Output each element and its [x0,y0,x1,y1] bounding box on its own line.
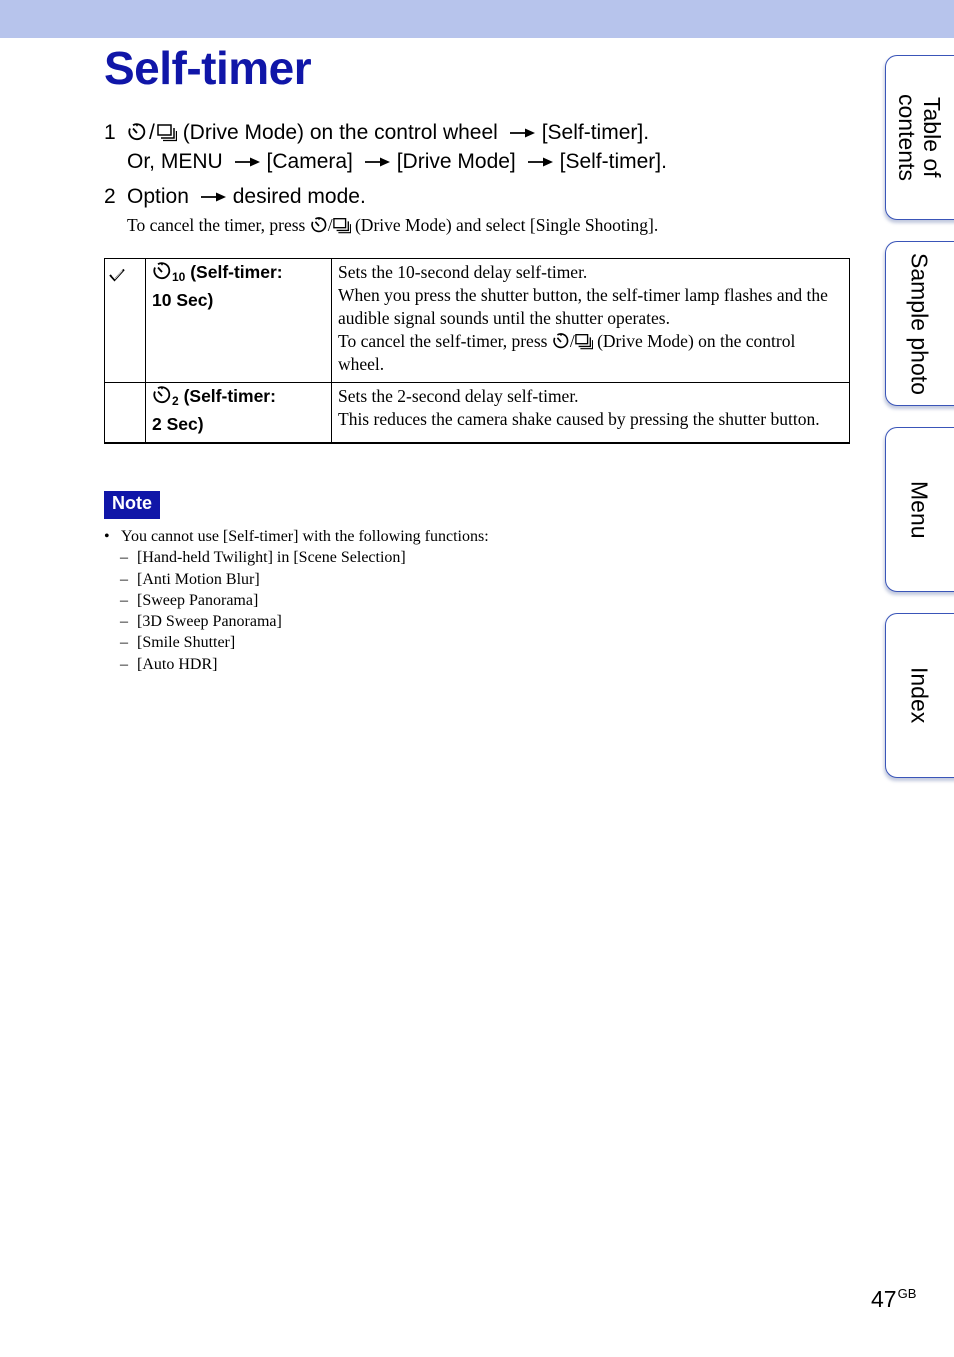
option-name-cell: $_{10}$ (Self-timer: 10 Sec) [146,259,332,383]
default-marker-cell [105,383,146,444]
menu-path-drive-mode: [Drive Mode] [396,150,516,173]
self-timer-10-icon [152,261,172,281]
option-name-cell: $_2$ (Self-timer: 2 Sec) [146,383,332,444]
self-timer-options-table [104,258,850,444]
self-timer-icon [552,332,570,350]
option-name: (Self-timer: [190,262,283,282]
tab-index[interactable] [885,613,954,778]
tab-label: Index [906,667,933,724]
arrow-right-icon [528,156,554,168]
default-marker-cell [105,259,146,383]
list-item: – [Auto HDR] [120,655,218,673]
step-1-line-1: / (Drive Mode) on the control wheel [Self-timer]. [127,118,667,147]
option-name: (Self-timer: [183,386,276,406]
step-2-text: Option [127,185,189,208]
top-header-band [0,0,954,38]
list-item: – [Smile Shutter] [120,634,236,652]
note-main-item: • You cannot use [Self-timer] with the following functions: [104,528,489,545]
menu-path-self-timer: [Self-timer]. [559,150,667,173]
arrow-right-icon [201,191,227,203]
self-timer-icon [127,122,147,142]
arrow-right-icon [235,156,261,168]
option-description-cell: Sets the 2-second delay self-timer. This reduces the camera shake caused by pressing the shutter button. [332,383,850,444]
arrow-right-icon [510,127,536,139]
option-name: 10 Sec) [152,290,214,310]
tab-label: Menu [906,480,933,539]
cancel-timer-note: To cancel the timer, press / (Drive Mode) and select [Single Shooting]. [127,215,659,235]
list-item: – [3D Sweep Panorama] [120,613,282,631]
step-1-target: [Self-timer]. [541,121,650,144]
page-number: $47^{GB}$ [871,1286,917,1312]
tab-label: Table of contents [894,94,945,181]
table-row [105,259,850,383]
drive-mode-icon [157,122,177,142]
menu-path-camera: [Camera] [266,150,353,173]
note-badge: Note [104,491,160,519]
option-description-cell: Sets the 10-second delay self-timer. When you press the shutter button, the self-timer lamp flashes and the audible signal sounds until the shutter operates. To cancel the self-timer, press / (Drive Mode) on the control wheel. [332,259,850,383]
list-item: – [Sweep Panorama] [120,591,259,609]
tab-sample-photo[interactable] [885,241,954,406]
step-number: 1 [104,121,116,144]
step-2-target: desired mode. [232,185,366,208]
checkmark-icon [109,268,125,282]
table-row [105,383,850,444]
drive-mode-icon [333,216,351,234]
arrow-right-icon [365,156,391,168]
self-timer-icon [310,216,328,234]
step-1-line-2 [127,147,667,176]
self-timer-2-icon [152,385,172,405]
drive-mode-icon [575,332,593,350]
step-1-text: (Drive Mode) on the control wheel [182,121,498,144]
step-number: 2 [104,185,116,208]
note-list [104,526,489,675]
list-item: – [Hand-held Twilight] in [Scene Selection] [120,549,406,567]
tab-menu[interactable] [885,427,954,592]
tab-table-of-contents[interactable] [885,55,954,220]
page-title: Self-timer [104,42,312,94]
option-name: 2 Sec) [152,414,204,434]
list-item: – [Anti Motion Blur] [120,570,260,588]
menu-path-start: Or, MENU [127,150,223,173]
tab-label: Sample photo [906,252,933,395]
